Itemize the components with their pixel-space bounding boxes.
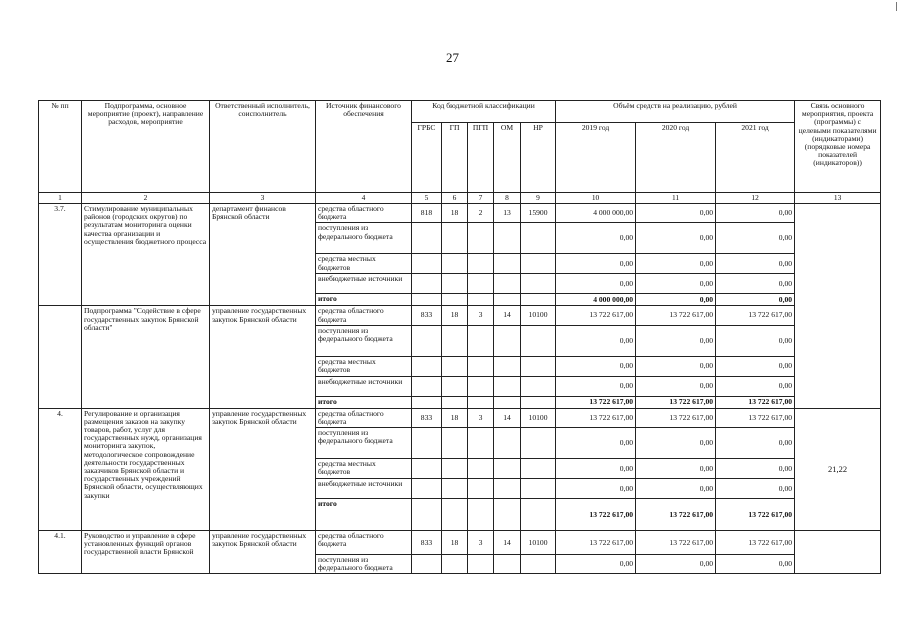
total-2019: 13 722 617,00 xyxy=(556,396,636,408)
header-source: Источник финансового обеспечения xyxy=(316,101,412,193)
source-local: средства местных бюджетов xyxy=(316,356,412,376)
activity-name: Регулирование и организация размещения заказов на закупку товаров, работ, услуг для государственных нужд, организация мониторинга закупок, методологическое сопровождение деятельности государственных заказчиков Брянской области и государственных учреждений Брянской области, осуществляющих закупки xyxy=(82,408,210,530)
header-link: Связь основного мероприятия, проекта (программы) с целевыми показателями (индикаторами) (порядковые номера показателей (индикаторов)) xyxy=(795,101,881,193)
total-2019: 4 000 000,00 xyxy=(556,294,636,306)
amount-2019: 0,00 xyxy=(556,376,636,396)
om-code: 14 xyxy=(494,408,521,427)
source-regional: средства областного бюджета xyxy=(316,531,412,555)
nr-code: 10100 xyxy=(521,531,556,555)
header-volume: Объём средств на реализацию, рублей xyxy=(556,101,795,123)
amount-2019: 4 000 000,00 xyxy=(556,203,636,222)
amount-2021: 0,00 xyxy=(716,254,795,274)
column-number: 8 xyxy=(494,193,521,204)
amount-2019: 0,00 xyxy=(556,479,636,499)
header-row-1 xyxy=(39,101,881,123)
activity-name: Руководство и управление в сфере установленных функций органов государственной власти Брянской xyxy=(82,531,210,574)
header-gp: ГП xyxy=(442,123,468,193)
source-regional: средства областного бюджета xyxy=(316,408,412,427)
column-number: 12 xyxy=(716,193,795,204)
header-year-2019: 2019 год xyxy=(556,123,636,193)
om-code: 14 xyxy=(494,531,521,555)
amount-2021: 0,00 xyxy=(716,223,795,254)
amount-2021: 13 722 617,00 xyxy=(716,408,795,427)
amount-2020: 0,00 xyxy=(636,356,716,376)
amount-2019: 0,00 xyxy=(556,356,636,376)
header-budget-code: Код бюджетной классификации xyxy=(412,101,556,123)
pgp-code: 3 xyxy=(468,306,494,325)
header-pgp: ПГП xyxy=(468,123,494,193)
budget-table xyxy=(38,100,881,574)
total-2020: 13 722 617,00 xyxy=(636,396,716,408)
amount-2021: 0,00 xyxy=(716,555,795,574)
amount-2020: 13 722 617,00 xyxy=(636,531,716,555)
column-number: 7 xyxy=(468,193,494,204)
source-federal: поступления из федерального бюджета xyxy=(316,325,412,356)
source-federal: поступления из федерального бюджета xyxy=(316,555,412,574)
total-2020: 0,00 xyxy=(636,294,716,306)
header-grbs: ГРБС xyxy=(412,123,442,193)
amount-2019: 0,00 xyxy=(556,254,636,274)
total-2020: 13 722 617,00 xyxy=(636,499,716,531)
source-extra: внебюджетные источники xyxy=(316,376,412,396)
total-2019: 13 722 617,00 xyxy=(556,499,636,531)
column-number: 4 xyxy=(316,193,412,204)
total-2021: 13 722 617,00 xyxy=(716,396,795,408)
table-row xyxy=(39,306,881,325)
nr-code: 10100 xyxy=(521,408,556,427)
om-code: 13 xyxy=(494,203,521,222)
indicator-link: 21,22 xyxy=(795,408,881,530)
source-total: итого xyxy=(316,499,412,531)
column-number: 6 xyxy=(442,193,468,204)
header-om: ОМ xyxy=(494,123,521,193)
amount-2021: 0,00 xyxy=(716,376,795,396)
activity-name: Стимулирование муниципальных районов (городских округов) по результатам мониторинга оценки качества организации и осуществления бюджетного процесса xyxy=(82,203,210,305)
gp-code: 18 xyxy=(442,203,468,222)
gp-code: 18 xyxy=(442,306,468,325)
column-number: 5 xyxy=(412,193,442,204)
amount-2021: 0,00 xyxy=(716,325,795,356)
amount-2020: 0,00 xyxy=(636,325,716,356)
amount-2019: 0,00 xyxy=(556,428,636,459)
source-extra: внебюджетные источники xyxy=(316,274,412,294)
column-number: 9 xyxy=(521,193,556,204)
grbs-code: 833 xyxy=(412,306,442,325)
source-regional: средства областного бюджета xyxy=(316,306,412,325)
table-row xyxy=(39,408,881,427)
amount-2019: 0,00 xyxy=(556,223,636,254)
amount-2019: 13 722 617,00 xyxy=(556,408,636,427)
amount-2020: 13 722 617,00 xyxy=(636,408,716,427)
source-regional: средства областного бюджета xyxy=(316,203,412,222)
header-year-2021: 2021 год xyxy=(716,123,795,193)
column-number: 10 xyxy=(556,193,636,204)
column-number: 2 xyxy=(82,193,210,204)
row-num: 4. xyxy=(39,408,82,530)
gp-code: 18 xyxy=(442,531,468,555)
column-number: 3 xyxy=(210,193,316,204)
indicator-link xyxy=(795,203,881,408)
source-local: средства местных бюджетов xyxy=(316,254,412,274)
amount-2021: 0,00 xyxy=(716,479,795,499)
header-year-2020: 2020 год xyxy=(636,123,716,193)
amount-2020: 0,00 xyxy=(636,376,716,396)
source-extra: внебюджетные источники xyxy=(316,479,412,499)
amount-2021: 0,00 xyxy=(716,356,795,376)
pgp-code: 3 xyxy=(468,531,494,555)
executor: департамент финансов Брянской области xyxy=(210,203,316,305)
amount-2019: 13 722 617,00 xyxy=(556,306,636,325)
header-nr: НР xyxy=(521,123,556,193)
amount-2020: 0,00 xyxy=(636,428,716,459)
total-2021: 13 722 617,00 xyxy=(716,499,795,531)
amount-2019: 0,00 xyxy=(556,325,636,356)
column-number-row xyxy=(39,193,881,204)
amount-2020: 0,00 xyxy=(636,555,716,574)
nr-code: 10100 xyxy=(521,306,556,325)
subprogram-name: Подпрограмма "Содействие в сфере государственных закупок Брянской области" xyxy=(82,306,210,408)
header-num: № пп xyxy=(39,101,82,193)
column-number: 13 xyxy=(795,193,881,204)
row-num xyxy=(39,306,82,408)
amount-2019: 0,00 xyxy=(556,274,636,294)
executor: управление государственных закупок Брянской области xyxy=(210,306,316,408)
source-federal: поступления из федерального бюджета xyxy=(316,428,412,459)
amount-2021: 0,00 xyxy=(716,428,795,459)
executor: управление государственных закупок Брянской области xyxy=(210,408,316,530)
amount-2019: 0,00 xyxy=(556,459,636,479)
grbs-code: 833 xyxy=(412,531,442,555)
header-executor: Ответственный исполнитель, соисполнитель xyxy=(210,101,316,193)
executor: управление государственных закупок Брянской области xyxy=(210,531,316,574)
om-code: 14 xyxy=(494,306,521,325)
amount-2020: 0,00 xyxy=(636,479,716,499)
column-number: 1 xyxy=(39,193,82,204)
page-number: 27 xyxy=(446,50,459,65)
amount-2021: 0,00 xyxy=(716,274,795,294)
grbs-code: 833 xyxy=(412,408,442,427)
indicator-link xyxy=(795,531,881,574)
column-number: 11 xyxy=(636,193,716,204)
amount-2020: 0,00 xyxy=(636,254,716,274)
amount-2021: 0,00 xyxy=(716,203,795,222)
amount-2020: 0,00 xyxy=(636,274,716,294)
table-row xyxy=(39,531,881,555)
amount-2021: 13 722 617,00 xyxy=(716,306,795,325)
amount-2020: 0,00 xyxy=(636,223,716,254)
pgp-code: 2 xyxy=(468,203,494,222)
grbs-code: 818 xyxy=(412,203,442,222)
pgp-code: 3 xyxy=(468,408,494,427)
amount-2019: 0,00 xyxy=(556,555,636,574)
gp-code: 18 xyxy=(442,408,468,427)
amount-2020: 13 722 617,00 xyxy=(636,306,716,325)
amount-2021: 0,00 xyxy=(716,459,795,479)
row-num: 3.7. xyxy=(39,203,82,305)
amount-2020: 0,00 xyxy=(636,459,716,479)
page-edge-mark xyxy=(896,2,897,11)
source-total: итого xyxy=(316,396,412,408)
amount-2021: 13 722 617,00 xyxy=(716,531,795,555)
amount-2019: 13 722 617,00 xyxy=(556,531,636,555)
row-num: 4.1. xyxy=(39,531,82,574)
header-program: Подпрограмма, основное мероприятие (проект), направление расходов, мероприятие xyxy=(82,101,210,193)
source-total: итого xyxy=(316,294,412,306)
amount-2020: 0,00 xyxy=(636,203,716,222)
source-local: средства местных бюджетов xyxy=(316,459,412,479)
source-federal: поступления из федерального бюджета xyxy=(316,223,412,254)
total-2021: 0,00 xyxy=(716,294,795,306)
nr-code: 15900 xyxy=(521,203,556,222)
table-row xyxy=(39,203,881,222)
